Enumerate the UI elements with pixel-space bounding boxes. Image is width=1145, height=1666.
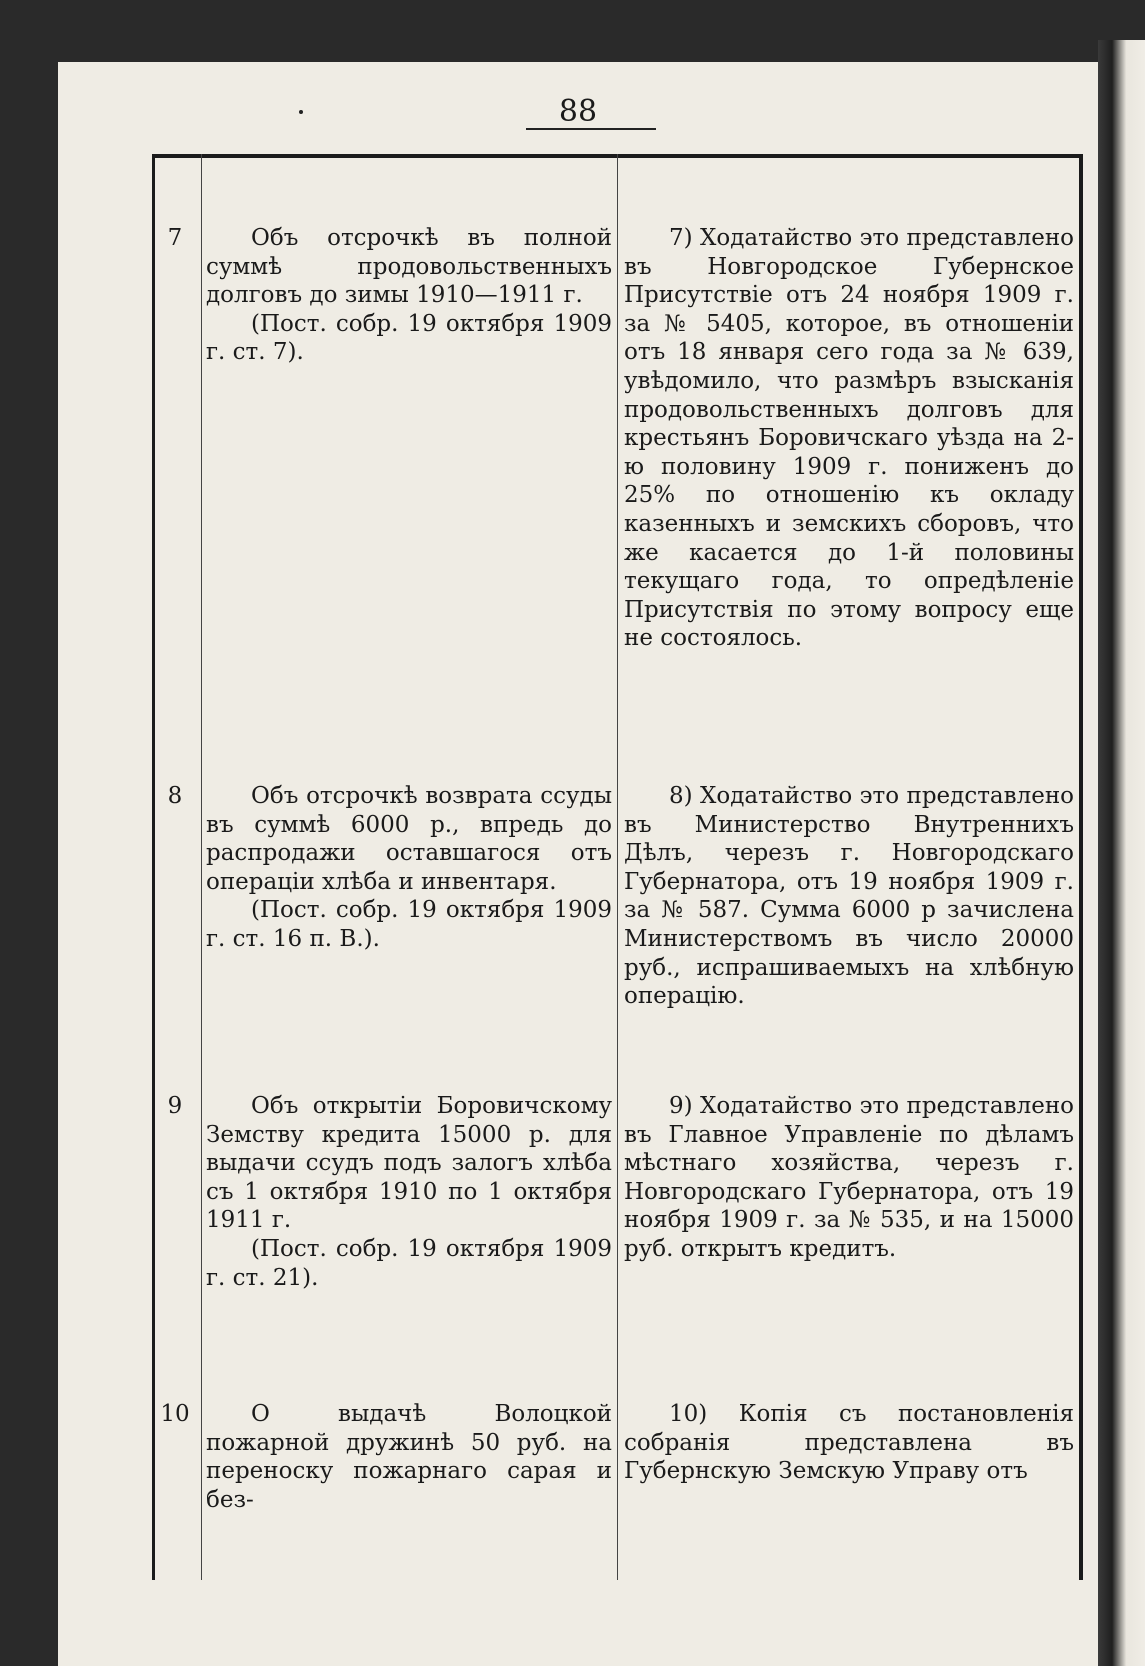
row-subject-cell bbox=[206, 224, 612, 367]
column-divider-result bbox=[617, 154, 618, 1580]
row-result: 10) Копія съ постановленія собранія представлена въ Губернскую Земскую Управу отъ bbox=[624, 1401, 1074, 1485]
page-number-rule bbox=[526, 128, 656, 130]
table-right-border bbox=[1079, 154, 1083, 1580]
row-number: 7 bbox=[167, 225, 183, 251]
row-result: 9) Ходатайство это представлено въ Главное Управленіе по дѣламъ мѣстнаго хозяйства, черезъ г. Новгородскаго Губернатора, отъ 19 ноября 1909 г. за № 535, и на 15000 руб. открытъ кредитъ. bbox=[624, 1093, 1074, 1262]
row-number: 10 bbox=[160, 1401, 190, 1427]
row-result: 7) Ходатайство это представлено въ Новгородское Губернское Присутствіе отъ 24 ноября 1909 г. за № 5405, которое, въ отношеніи отъ 18 января сего года за № 639, увѣдомило, что размѣръ взысканія продовольственныхъ долговъ для крестьянъ Боровичскаго уѣзда на 2-ю половину 1909 г. пониженъ до 25% по отношенію къ окладу казенныхъ и земскихъ сборовъ, что же касается до 1-й половины текущаго года, то опредѣленіе Присутствія по этому вопросу еще не состоялось. bbox=[624, 225, 1074, 652]
row-result: 8) Ходатайство это представлено въ Министерство Внутреннихъ Дѣлъ, черезъ г. Новгородскаго Губернатора, отъ 19 ноября 1909 г. за № 587. Сумма 6000 р зачислена Министерствомъ въ число 20000 руб., испрашиваемыхъ на хлѣбную операцію. bbox=[624, 783, 1074, 1010]
page-number: 88 bbox=[558, 94, 598, 129]
row-subject-cell bbox=[206, 782, 612, 954]
row-reference: (Пост. собр. 19 октября 1909 г. ст. 7). bbox=[206, 310, 612, 366]
column-divider-number bbox=[201, 154, 202, 1580]
row-reference: (Пост. собр. 19 октября 1909 г. ст. 16 п. В.). bbox=[206, 897, 612, 952]
row-reference: (Пост. собр. 19 октября 1909 г. ст. 21). bbox=[206, 1235, 612, 1291]
row-number: 8 bbox=[167, 783, 183, 809]
row-result-cell bbox=[624, 224, 1074, 653]
row-subject: Объ отсрочкѣ въ полной суммѣ продовольственныхъ долговъ до зимы 1910—1911 г. bbox=[206, 225, 612, 309]
row-result-cell bbox=[624, 1400, 1074, 1486]
row-subject-cell bbox=[206, 1400, 612, 1514]
row-result-cell bbox=[624, 1092, 1074, 1264]
document-page bbox=[58, 62, 1098, 1666]
row-subject: Объ отсрочкѣ возврата ссуды въ суммѣ 6000 р., впредь до распродажи оставшагося отъ операціи хлѣба и инвентаря. bbox=[206, 783, 612, 895]
row-subject: Объ открытіи Боровичскому Земству кредита 15000 р. для выдачи ссудъ подъ залогъ хлѣба съ 1 октября 1910 по 1 октября 1911 г. bbox=[206, 1093, 612, 1234]
row-subject-cell bbox=[206, 1092, 612, 1292]
row-subject: О выдачѣ Волоцкой пожарной дружинѣ 50 руб. на переноску пожарнаго сарая и без- bbox=[206, 1401, 612, 1513]
table-left-border bbox=[152, 154, 155, 1580]
row-number: 9 bbox=[167, 1093, 183, 1119]
page-edge bbox=[1098, 40, 1145, 1666]
report-table bbox=[152, 154, 1083, 1580]
row-result-cell bbox=[624, 782, 1074, 1011]
